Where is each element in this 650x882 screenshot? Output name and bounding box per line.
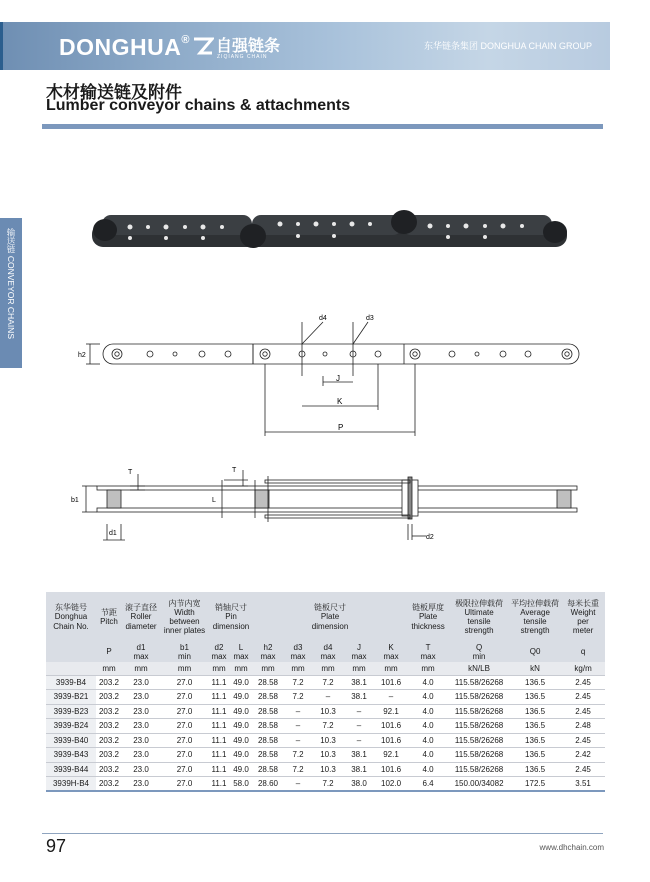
table-cell: 11.1 — [209, 777, 229, 792]
table-cell: 23.0 — [122, 690, 160, 705]
table-cell: 27.0 — [160, 748, 209, 763]
table-cell: – — [283, 719, 313, 734]
table-cell: 4.0 — [407, 748, 449, 763]
col-thickness: 链板厚度 Plate thickness — [407, 592, 449, 642]
group-name: 东华链条集团 DONGHUA CHAIN GROUP — [423, 41, 592, 51]
brand-cn: 自强链条 — [216, 38, 281, 55]
dim-label-t1: T — [128, 469, 133, 476]
symbol-row — [46, 642, 605, 662]
table-cell: 101.6 — [375, 762, 407, 777]
table-cell: 136.5 — [509, 704, 561, 719]
table-cell: 102.0 — [375, 777, 407, 792]
table-cell: 27.0 — [160, 733, 209, 748]
table-cell: 203.2 — [96, 733, 122, 748]
symbol-text: h2 — [263, 642, 273, 652]
table-cell: 136.5 — [509, 675, 561, 690]
table-cell: 2.45 — [561, 733, 605, 748]
table-row — [46, 777, 605, 792]
table-cell: 7.2 — [283, 675, 313, 690]
table-cell: – — [283, 733, 313, 748]
table-cell: 23.0 — [122, 733, 160, 748]
table-cell: 11.1 — [209, 748, 229, 763]
table-cell: 101.6 — [375, 719, 407, 734]
table-cell: – — [375, 690, 407, 705]
table-cell: 2.45 — [561, 762, 605, 777]
table-cell: 136.5 — [509, 733, 561, 748]
side-section-label: 输送链 CONVEYOR CHAINS — [6, 228, 16, 339]
table-cell: 27.0 — [160, 704, 209, 719]
table-cell: 203.2 — [96, 762, 122, 777]
col-roller: 滚子直径 Roller diameter — [122, 592, 160, 642]
dim-label-k: K — [337, 397, 343, 406]
table-cell: 7.2 — [313, 675, 343, 690]
spec-table-container — [46, 592, 605, 792]
sym-cell — [96, 642, 122, 662]
unit-cell: kN/LB — [449, 662, 509, 675]
unit-cell: mm — [122, 662, 160, 675]
table-cell: 11.1 — [209, 675, 229, 690]
symbol-text: J — [357, 642, 361, 652]
symbol-text: d4 — [323, 642, 333, 652]
unit-cell: mm — [407, 662, 449, 675]
table-cell: 23.0 — [122, 675, 160, 690]
table-cell: 49.0 — [229, 748, 253, 763]
table-cell: 136.5 — [509, 748, 561, 763]
col-chain-no: 东华链号 Donghua Chain No. — [46, 592, 96, 642]
chain-code-cell: 3939-B44 — [46, 762, 96, 777]
dim-label-t2: T — [232, 467, 237, 474]
table-cell: 92.1 — [375, 748, 407, 763]
table-cell: 10.3 — [313, 748, 343, 763]
chain-code-cell: 3939-B23 — [46, 704, 96, 719]
table-cell: 28.58 — [253, 719, 283, 734]
sym-cell — [209, 642, 229, 662]
top-view-drawing — [82, 470, 577, 540]
table-cell: 23.0 — [122, 704, 160, 719]
table-cell: – — [283, 704, 313, 719]
page-number: 97 — [46, 836, 67, 856]
symbol-text: d3 — [293, 642, 303, 652]
table-cell: 7.2 — [313, 777, 343, 792]
table-cell: 38.1 — [343, 690, 375, 705]
chain-code-cell: 3939-B4 — [46, 675, 96, 690]
col-weight: 每米长重 Weight per meter — [561, 592, 605, 642]
symbol-text: T — [425, 642, 431, 652]
table-cell: 7.2 — [283, 748, 313, 763]
dim-label-j: J — [336, 374, 340, 383]
table-cell: 10.3 — [313, 704, 343, 719]
table-cell: 4.0 — [407, 733, 449, 748]
unit-cell: mm — [160, 662, 209, 675]
table-cell: 11.1 — [209, 704, 229, 719]
col-avg: 平均拉伸载荷 Average tensile strength — [509, 592, 561, 642]
symbol-qualifier: max — [383, 652, 399, 661]
table-cell: 2.48 — [561, 719, 605, 734]
unit-cell: mm — [229, 662, 253, 675]
table-cell: 49.0 — [229, 733, 253, 748]
website-url: www.dhchain.com — [539, 843, 604, 852]
table-cell: 38.1 — [343, 762, 375, 777]
table-cell: 38.1 — [343, 748, 375, 763]
footer-rule — [42, 833, 603, 834]
dim-label-p: P — [338, 423, 344, 432]
symbol-qualifier: max — [133, 652, 149, 661]
symbol-qualifier: max — [290, 652, 306, 661]
table-cell: – — [343, 704, 375, 719]
sym-cell — [375, 642, 407, 662]
symbol-text: Q — [475, 642, 483, 652]
table-cell: 23.0 — [122, 777, 160, 792]
sym-cell — [407, 642, 449, 662]
brand-logo-text: DONGHUA® — [59, 34, 190, 60]
table-cell: 2.45 — [561, 690, 605, 705]
table-cell: – — [283, 777, 313, 792]
table-cell: 4.0 — [407, 719, 449, 734]
sym-cell — [253, 642, 283, 662]
table-cell: 115.58/26268 — [449, 762, 509, 777]
table-cell: 115.58/26268 — [449, 748, 509, 763]
table-cell: 11.1 — [209, 733, 229, 748]
dim-label-h2: h2 — [78, 352, 86, 359]
table-row — [46, 733, 605, 748]
page-title-cn: 木材输送链及附件 — [46, 83, 182, 102]
sym-cell — [561, 642, 605, 662]
table-cell: 136.5 — [509, 762, 561, 777]
table-cell: 6.4 — [407, 777, 449, 792]
sym-cell — [343, 642, 375, 662]
col-plate: 链板尺寸 Plate dimension — [253, 592, 407, 642]
table-cell: 38.0 — [343, 777, 375, 792]
table-cell: 172.5 — [509, 777, 561, 792]
table-cell: 58.0 — [229, 777, 253, 792]
table-cell: 203.2 — [96, 704, 122, 719]
table-cell: 28.58 — [253, 733, 283, 748]
unit-cell: kg/m — [561, 662, 605, 675]
table-cell: 101.6 — [375, 733, 407, 748]
sym-cell — [122, 642, 160, 662]
table-cell: 203.2 — [96, 675, 122, 690]
table-cell: 7.2 — [283, 690, 313, 705]
table-cell: 150.00/34082 — [449, 777, 509, 792]
symbol-qualifier: max — [211, 652, 227, 661]
symbol-text: K — [388, 642, 394, 652]
spec-table — [46, 592, 605, 792]
dim-label-l: L — [212, 497, 216, 504]
symbol-qualifier: max — [233, 652, 249, 661]
table-cell: 28.60 — [253, 777, 283, 792]
table-cell: 10.3 — [313, 762, 343, 777]
table-cell: 11.1 — [209, 762, 229, 777]
table-cell: 49.0 — [229, 704, 253, 719]
sym-cell — [283, 642, 313, 662]
table-cell: 136.5 — [509, 690, 561, 705]
table-row — [46, 690, 605, 705]
table-cell: 23.0 — [122, 762, 160, 777]
table-cell: 28.58 — [253, 762, 283, 777]
unit-cell: mm — [283, 662, 313, 675]
table-cell: 115.58/26268 — [449, 719, 509, 734]
symbol-qualifier: max — [260, 652, 276, 661]
page-title-en: Lumber conveyor chains & attachments — [46, 97, 351, 114]
brand-pinyin: ZIQIANG CHAIN — [217, 54, 268, 60]
table-row — [46, 704, 605, 719]
symbol-text: q — [580, 647, 586, 657]
table-cell: 49.0 — [229, 719, 253, 734]
table-cell: 49.0 — [229, 762, 253, 777]
col-pitch: 节距 Pitch — [96, 592, 122, 642]
table-cell: 4.0 — [407, 704, 449, 719]
symbol-text: L — [238, 642, 244, 652]
table-cell: 23.0 — [122, 748, 160, 763]
symbol-text: Q0 — [529, 647, 541, 657]
table-cell: 28.58 — [253, 704, 283, 719]
table-row — [46, 675, 605, 690]
col-pin: 销轴尺寸 Pin dimension — [209, 592, 253, 642]
dim-label-d3: d3 — [366, 315, 374, 322]
table-cell: 115.58/26268 — [449, 704, 509, 719]
sym-cell — [160, 642, 209, 662]
table-cell: 92.1 — [375, 704, 407, 719]
chain-code-cell: 3939H-B4 — [46, 777, 96, 792]
chain-code-cell: 3939-B21 — [46, 690, 96, 705]
dim-label-b1: b1 — [71, 497, 79, 504]
table-cell: 101.6 — [375, 675, 407, 690]
symbol-text: d2 — [214, 642, 224, 652]
col-tensile: 极限拉伸载荷 Ultimate tensile strength — [449, 592, 509, 642]
symbol-qualifier: min — [178, 652, 191, 661]
table-cell: 136.5 — [509, 719, 561, 734]
table-cell: 4.0 — [407, 675, 449, 690]
table-cell: 38.1 — [343, 675, 375, 690]
table-cell: 49.0 — [229, 675, 253, 690]
symbol-qualifier: max — [320, 652, 336, 661]
table-cell: 28.58 — [253, 748, 283, 763]
table-cell: 10.3 — [313, 733, 343, 748]
table-cell: 2.45 — [561, 704, 605, 719]
unit-cell: mm — [209, 662, 229, 675]
symbol-qualifier: max — [420, 652, 436, 661]
symbol-qualifier: max — [351, 652, 367, 661]
table-cell: 11.1 — [209, 690, 229, 705]
table-cell: 49.0 — [229, 690, 253, 705]
chain-code-cell: 3939-B40 — [46, 733, 96, 748]
sym-cell — [229, 642, 253, 662]
table-cell: 11.1 — [209, 719, 229, 734]
table-row — [46, 719, 605, 734]
sym-cell — [449, 642, 509, 662]
unit-cell: mm — [253, 662, 283, 675]
table-cell: – — [343, 733, 375, 748]
symbol-qualifier: min — [472, 652, 486, 661]
table-cell: 115.58/26268 — [449, 675, 509, 690]
symbol-text: d1 — [136, 642, 146, 652]
table-row — [46, 762, 605, 777]
sym-cell — [509, 642, 561, 662]
table-cell: 203.2 — [96, 777, 122, 792]
table-row — [46, 748, 605, 763]
dim-label-d4: d4 — [319, 315, 327, 322]
table-cell: – — [343, 719, 375, 734]
table-cell: 115.58/26268 — [449, 733, 509, 748]
table-cell: 27.0 — [160, 690, 209, 705]
unit-cell: mm — [375, 662, 407, 675]
table-cell: 7.2 — [283, 762, 313, 777]
table-cell: 23.0 — [122, 719, 160, 734]
table-cell: 7.2 — [313, 719, 343, 734]
table-cell: 4.0 — [407, 690, 449, 705]
dim-label-d2: d2 — [426, 534, 434, 541]
dim-label-d1: d1 — [109, 530, 117, 537]
sym-cell — [313, 642, 343, 662]
side-view-drawing — [86, 322, 579, 436]
table-cell: – — [313, 690, 343, 705]
unit-cell: kN — [509, 662, 561, 675]
table-cell: 115.58/26268 — [449, 690, 509, 705]
unit-cell: mm — [313, 662, 343, 675]
col-width: 内节内宽 Width between inner plates — [160, 592, 209, 642]
table-cell: 2.45 — [561, 675, 605, 690]
chain-code-cell: 3939-B43 — [46, 748, 96, 763]
symbol-text: P — [106, 647, 112, 657]
chain-code-cell: 3939-B24 — [46, 719, 96, 734]
table-cell: 203.2 — [96, 748, 122, 763]
table-cell: 4.0 — [407, 762, 449, 777]
chain-photo — [92, 210, 567, 248]
table-cell: 28.58 — [253, 690, 283, 705]
symbol-text: b1 — [180, 642, 189, 652]
spec-table-body — [46, 675, 605, 791]
table-cell: 3.51 — [561, 777, 605, 792]
table-cell: 203.2 — [96, 719, 122, 734]
table-cell: 27.0 — [160, 777, 209, 792]
unit-cell: mm — [343, 662, 375, 675]
table-cell: 27.0 — [160, 762, 209, 777]
table-cell: 28.58 — [253, 675, 283, 690]
table-cell: 27.0 — [160, 675, 209, 690]
table-cell: 2.42 — [561, 748, 605, 763]
table-cell: 203.2 — [96, 690, 122, 705]
unit-cell: mm — [96, 662, 122, 675]
table-cell: 27.0 — [160, 719, 209, 734]
unit-row — [46, 662, 605, 675]
